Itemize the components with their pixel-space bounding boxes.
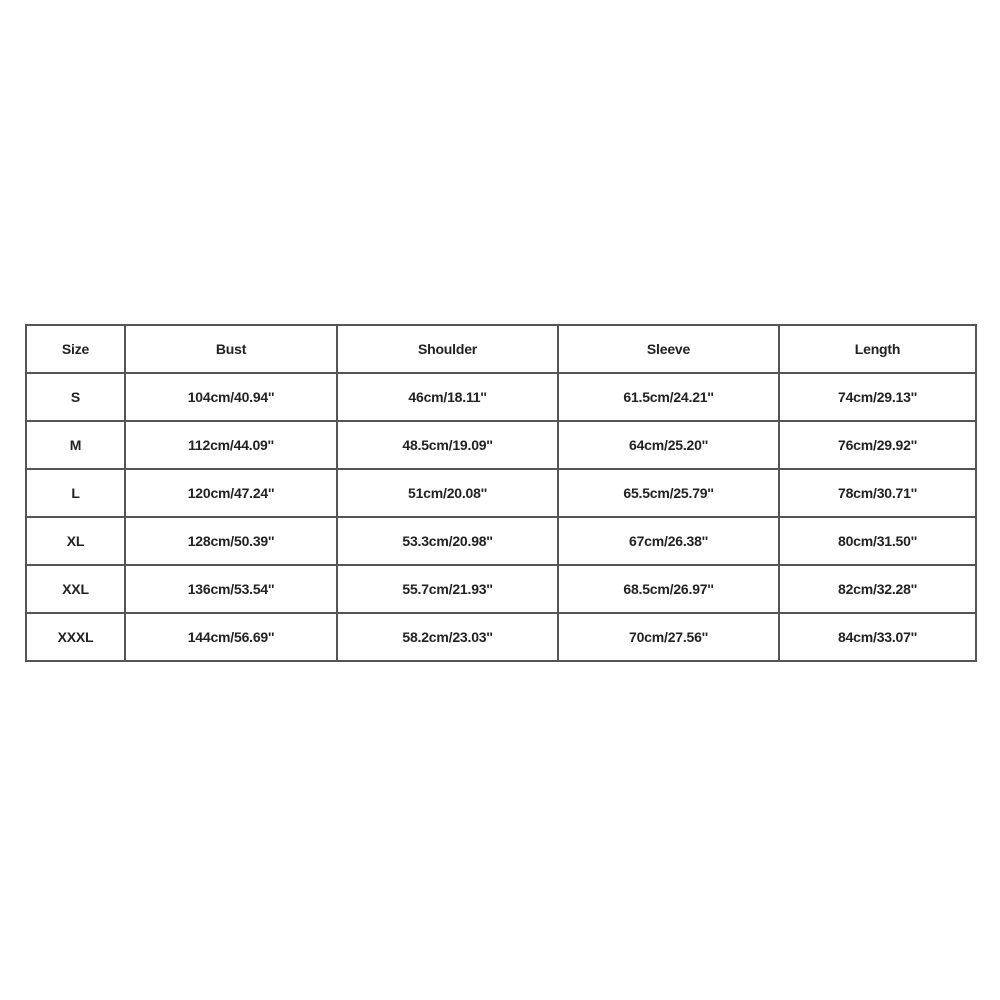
- cell-shoulder: 58.2cm/23.03'': [337, 613, 558, 661]
- cell-bust: 112cm/44.09'': [125, 421, 337, 469]
- cell-size: XXL: [26, 565, 125, 613]
- cell-length: 84cm/33.07'': [779, 613, 976, 661]
- cell-shoulder: 48.5cm/19.09'': [337, 421, 558, 469]
- cell-shoulder: 46cm/18.11'': [337, 373, 558, 421]
- cell-length: 80cm/31.50'': [779, 517, 976, 565]
- cell-sleeve: 68.5cm/26.97'': [558, 565, 779, 613]
- header-row: [26, 325, 976, 373]
- cell-bust: 136cm/53.54'': [125, 565, 337, 613]
- table-row: [26, 517, 976, 565]
- header-sleeve: Sleeve: [558, 325, 779, 373]
- cell-shoulder: 55.7cm/21.93'': [337, 565, 558, 613]
- cell-sleeve: 61.5cm/24.21'': [558, 373, 779, 421]
- cell-length: 82cm/32.28'': [779, 565, 976, 613]
- cell-size: XXXL: [26, 613, 125, 661]
- table-row: [26, 613, 976, 661]
- cell-shoulder: 53.3cm/20.98'': [337, 517, 558, 565]
- cell-bust: 144cm/56.69'': [125, 613, 337, 661]
- cell-length: 76cm/29.92'': [779, 421, 976, 469]
- cell-length: 74cm/29.13'': [779, 373, 976, 421]
- cell-sleeve: 70cm/27.56'': [558, 613, 779, 661]
- cell-size: XL: [26, 517, 125, 565]
- cell-size: M: [26, 421, 125, 469]
- table-body: [26, 373, 976, 661]
- cell-size: L: [26, 469, 125, 517]
- cell-shoulder: 51cm/20.08'': [337, 469, 558, 517]
- cell-size: S: [26, 373, 125, 421]
- cell-length: 78cm/30.71'': [779, 469, 976, 517]
- table-row: [26, 373, 976, 421]
- header-size: Size: [26, 325, 125, 373]
- table-header: [26, 325, 976, 373]
- table-row: [26, 565, 976, 613]
- table-row: [26, 421, 976, 469]
- cell-sleeve: 67cm/26.38'': [558, 517, 779, 565]
- header-length: Length: [779, 325, 976, 373]
- header-shoulder: Shoulder: [337, 325, 558, 373]
- cell-bust: 128cm/50.39'': [125, 517, 337, 565]
- cell-sleeve: 65.5cm/25.79'': [558, 469, 779, 517]
- cell-bust: 120cm/47.24'': [125, 469, 337, 517]
- cell-bust: 104cm/40.94'': [125, 373, 337, 421]
- size-chart-table: [25, 324, 977, 662]
- header-bust: Bust: [125, 325, 337, 373]
- cell-sleeve: 64cm/25.20'': [558, 421, 779, 469]
- table-row: [26, 469, 976, 517]
